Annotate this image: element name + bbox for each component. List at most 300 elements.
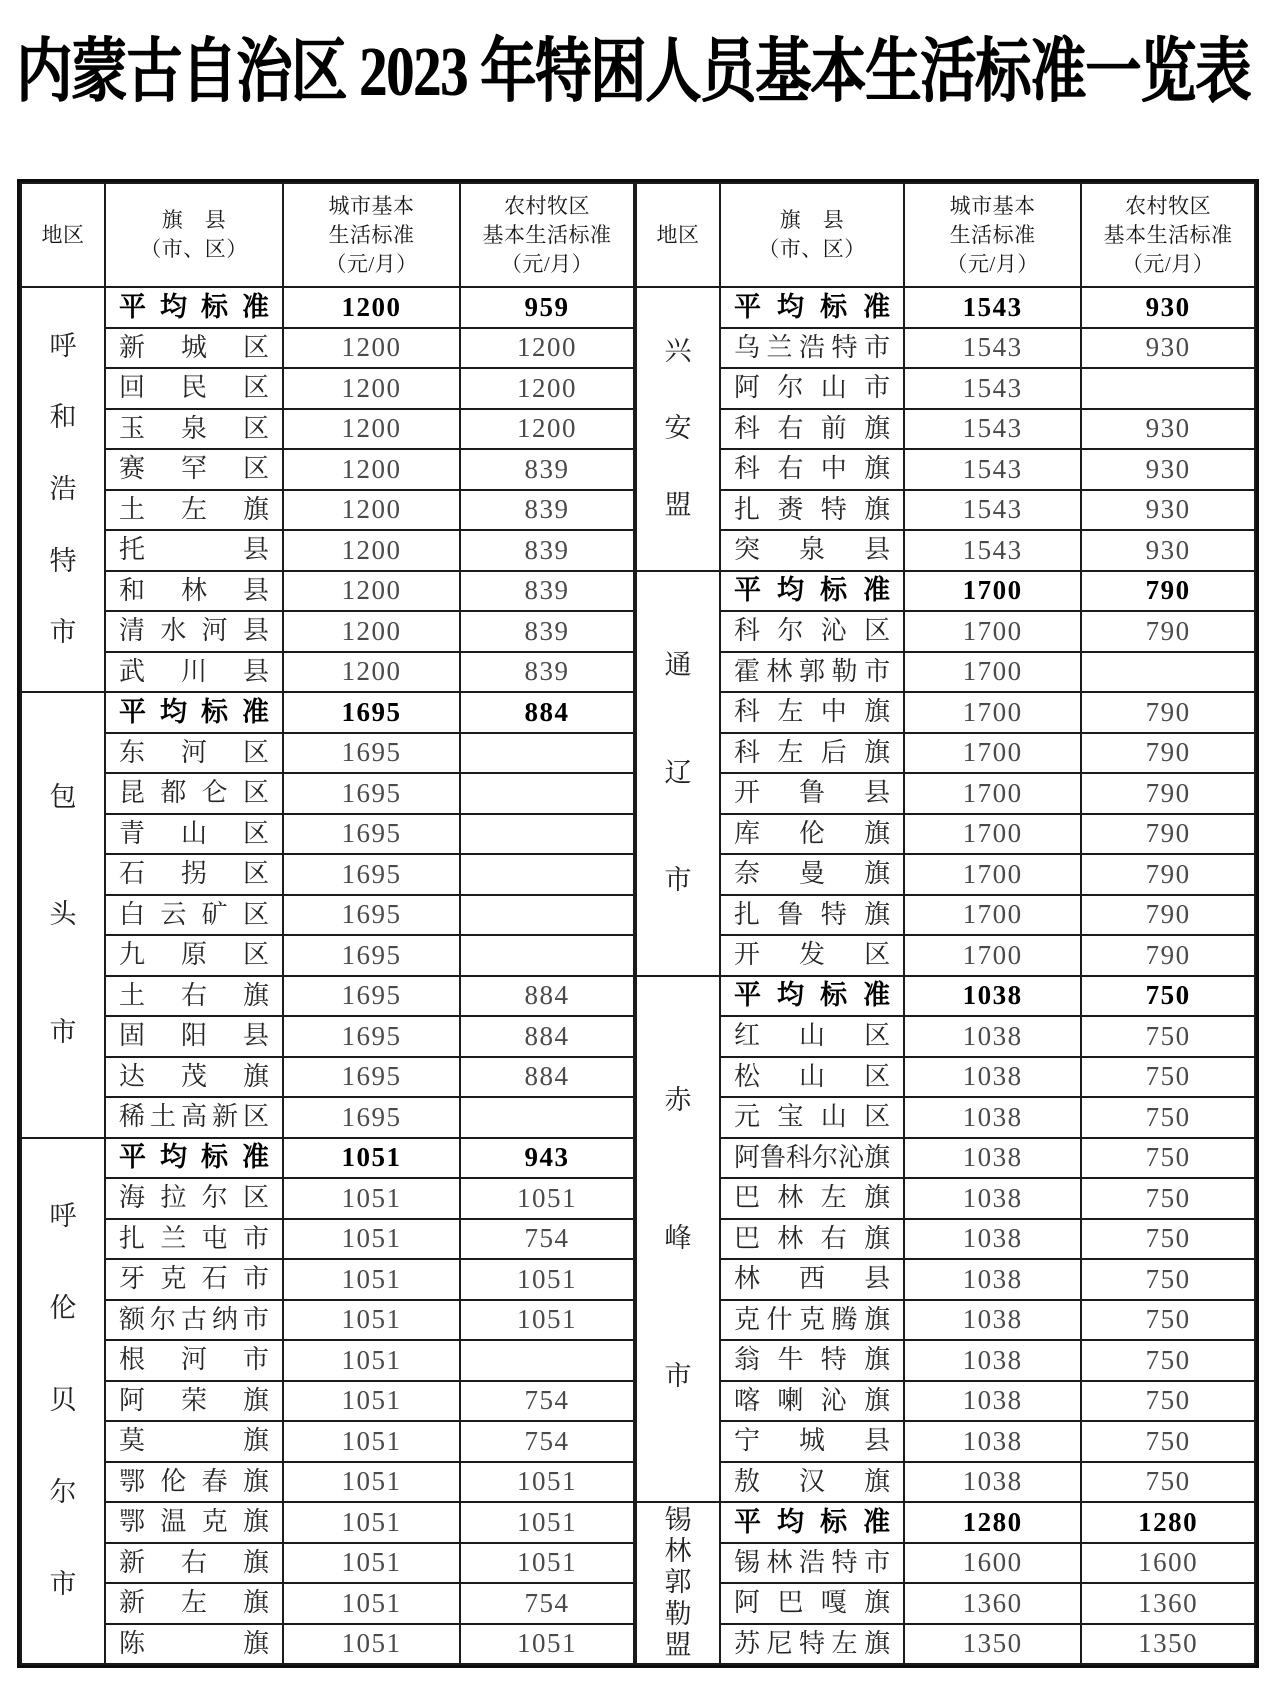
urban-value-cell: 1038 [904, 1421, 1081, 1462]
region-label-char: 辽 [664, 757, 692, 788]
table-row [21, 733, 634, 774]
region-label-char: 峰 [664, 1223, 692, 1254]
rural-value-cell [1081, 652, 1255, 693]
county-cell: 科 右 中 旗 [720, 449, 904, 490]
table-row [636, 1381, 1255, 1422]
table-row [21, 773, 634, 814]
rural-value-cell: 930 [1081, 409, 1255, 450]
urban-value-cell: 1051 [283, 1462, 460, 1503]
table-row [21, 1259, 634, 1300]
urban-value-cell: 1038 [904, 1016, 1081, 1057]
region-label-char: 通 [664, 650, 692, 680]
region-cell [21, 1138, 105, 1665]
rural-standard-header: 农村牧区 基本生活标准 （元/月） [1081, 183, 1255, 287]
region-label-char: 盟 [664, 490, 692, 521]
region-header: 地区 [636, 183, 720, 287]
table-row [636, 449, 1255, 490]
rural-value-cell: 839 [460, 571, 634, 612]
table-row [21, 935, 634, 976]
table-row [636, 1097, 1255, 1138]
table-row [636, 611, 1255, 652]
region-label-char: 兴 [664, 336, 692, 367]
standards-table-left [20, 182, 635, 1665]
county-cell: 阿 巴 嘎 旗 [720, 1583, 904, 1624]
rural-value-cell: 790 [1081, 895, 1255, 936]
county-cell: 土 左 旗 [105, 490, 283, 531]
table-row [21, 1219, 634, 1260]
rural-value-cell [460, 1340, 634, 1381]
county-cell: 鄂 温 克 旗 [105, 1502, 283, 1543]
region-label-char: 安 [664, 413, 692, 444]
urban-value-cell: 1700 [904, 895, 1081, 936]
rural-value-cell: 750 [1081, 1097, 1255, 1138]
county-cell: 宁 城 县 [720, 1421, 904, 1462]
county-cell: 突 泉 县 [720, 530, 904, 571]
rural-value-cell: 750 [1081, 1421, 1255, 1462]
table-row [21, 854, 634, 895]
table-row [636, 935, 1255, 976]
county-cell: 新 左 旗 [105, 1583, 283, 1624]
rural-value-cell: 754 [460, 1421, 634, 1462]
table-row [636, 1057, 1255, 1098]
table-row [21, 895, 634, 936]
region-cell [636, 976, 720, 1503]
rural-value-cell: 750 [1081, 1178, 1255, 1219]
rural-value-cell: 839 [460, 490, 634, 531]
county-cell: 扎 赉 特 旗 [720, 490, 904, 531]
county-cell: 根 河 市 [105, 1340, 283, 1381]
average-row [21, 287, 634, 328]
urban-value-cell: 1051 [283, 1381, 460, 1422]
urban-value-cell: 1695 [283, 1016, 460, 1057]
county-cell: 牙 克 石 市 [105, 1259, 283, 1300]
rural-value-cell: 1200 [460, 409, 634, 450]
region-label-char: 伦 [49, 1293, 77, 1324]
rural-value-cell: 790 [1081, 935, 1255, 976]
urban-value-cell: 1038 [904, 1340, 1081, 1381]
urban-value-cell: 1360 [904, 1583, 1081, 1624]
rural-value-cell: 790 [1081, 814, 1255, 855]
urban-value-cell: 1051 [283, 1259, 460, 1300]
county-cell: 九 原 区 [105, 935, 283, 976]
region-label-char: 郭 [664, 1567, 692, 1598]
rural-value-cell: 1280 [1081, 1502, 1255, 1543]
county-cell: 奈 曼 旗 [720, 854, 904, 895]
urban-value-cell: 1200 [283, 611, 460, 652]
urban-value-cell: 1038 [904, 1219, 1081, 1260]
county-cell: 白 云 矿 区 [105, 895, 283, 936]
table-row [21, 1421, 634, 1462]
region-label-char: 市 [49, 617, 77, 648]
table-row [21, 1340, 634, 1381]
rural-value-cell: 839 [460, 530, 634, 571]
rural-value-cell: 1051 [460, 1543, 634, 1584]
urban-value-cell: 1700 [904, 773, 1081, 814]
table-row [21, 530, 634, 571]
urban-value-cell: 1700 [904, 571, 1081, 612]
table-row [636, 1016, 1255, 1057]
table-row [636, 1178, 1255, 1219]
county-cell: 科 尔 沁 区 [720, 611, 904, 652]
county-cell: 阿 荣 旗 [105, 1381, 283, 1422]
urban-value-cell: 1543 [904, 368, 1081, 409]
urban-value-cell: 1200 [283, 571, 460, 612]
average-row [636, 287, 1255, 328]
county-cell: 武 川 县 [105, 652, 283, 693]
average-row [21, 692, 634, 733]
urban-value-cell: 1038 [904, 1462, 1081, 1503]
table-row [21, 1097, 634, 1138]
county-cell: 鄂 伦 春 旗 [105, 1462, 283, 1503]
table-row [21, 611, 634, 652]
table-row [636, 490, 1255, 531]
rural-value-cell [1081, 368, 1255, 409]
county-cell: 石 拐 区 [105, 854, 283, 895]
rural-value-cell: 943 [460, 1138, 634, 1179]
table-row [636, 814, 1255, 855]
urban-value-cell: 1695 [283, 854, 460, 895]
county-cell: 阿 尔 山 市 [720, 368, 904, 409]
table-row [636, 368, 1255, 409]
table-row [636, 1583, 1255, 1624]
urban-value-cell: 1543 [904, 530, 1081, 571]
rural-value-cell: 1600 [1081, 1543, 1255, 1584]
table-row [21, 1583, 634, 1624]
county-cell: 稀 土 高 新 区 [105, 1097, 283, 1138]
urban-value-cell: 1038 [904, 1138, 1081, 1179]
urban-value-cell: 1200 [283, 449, 460, 490]
rural-value-cell: 750 [1081, 1340, 1255, 1381]
table-row [21, 368, 634, 409]
county-cell: 乌 兰 浩 特 市 [720, 328, 904, 369]
urban-value-cell: 1700 [904, 935, 1081, 976]
header-row [636, 183, 1255, 287]
urban-value-cell: 1695 [283, 1097, 460, 1138]
urban-value-cell: 1695 [283, 1057, 460, 1098]
urban-standard-header: 城市基本 生活标准 （元/月） [904, 183, 1081, 287]
county-cell: 扎 兰 屯 市 [105, 1219, 283, 1260]
county-cell: 扎 鲁 特 旗 [720, 895, 904, 936]
table-row [636, 328, 1255, 369]
region-label-char: 锡 [664, 1505, 692, 1536]
urban-value-cell: 1051 [283, 1583, 460, 1624]
table-row [636, 1421, 1255, 1462]
county-cell: 平 均 标 准 [720, 1502, 904, 1543]
region-label-char: 赤 [664, 1085, 692, 1116]
table-row [21, 328, 634, 369]
region-label-char: 盟 [664, 1629, 692, 1660]
urban-value-cell: 1200 [283, 530, 460, 571]
county-header: 旗 县 （市、区） [105, 183, 283, 287]
county-cell: 克 什 克 腾 旗 [720, 1300, 904, 1341]
county-cell: 莫 旗 [105, 1421, 283, 1462]
table-row [21, 1624, 634, 1665]
county-cell: 翁 牛 特 旗 [720, 1340, 904, 1381]
county-cell: 陈 旗 [105, 1624, 283, 1665]
region-label-char: 包 [49, 781, 77, 812]
county-cell: 平 均 标 准 [105, 692, 283, 733]
rural-value-cell: 1350 [1081, 1624, 1255, 1665]
rural-value-cell: 790 [1081, 571, 1255, 612]
urban-value-cell: 1280 [904, 1502, 1081, 1543]
county-cell: 回 民 区 [105, 368, 283, 409]
table-row [21, 1057, 634, 1098]
urban-value-cell: 1051 [283, 1543, 460, 1584]
region-cell [636, 1502, 720, 1664]
rural-value-cell: 1051 [460, 1462, 634, 1503]
table-row [21, 652, 634, 693]
county-cell: 开 鲁 县 [720, 773, 904, 814]
urban-value-cell: 1695 [283, 935, 460, 976]
table-row [636, 530, 1255, 571]
county-cell: 新 城 区 [105, 328, 283, 369]
rural-value-cell: 750 [1081, 1462, 1255, 1503]
county-cell: 红 山 区 [720, 1016, 904, 1057]
table-row [21, 814, 634, 855]
rural-value-cell [460, 1097, 634, 1138]
rural-value-cell: 750 [1081, 1300, 1255, 1341]
urban-value-cell: 1200 [283, 409, 460, 450]
urban-value-cell: 1200 [283, 490, 460, 531]
region-label-char: 林 [664, 1536, 692, 1567]
table-row [636, 692, 1255, 733]
table-row [21, 1543, 634, 1584]
urban-value-cell: 1200 [283, 368, 460, 409]
urban-value-cell: 1051 [283, 1300, 460, 1341]
county-cell: 新 右 旗 [105, 1543, 283, 1584]
rural-value-cell: 884 [460, 976, 634, 1017]
rural-value-cell: 754 [460, 1219, 634, 1260]
urban-value-cell: 1695 [283, 814, 460, 855]
county-cell: 平 均 标 准 [720, 571, 904, 612]
region-label-char: 勒 [664, 1598, 692, 1629]
table-row [636, 1340, 1255, 1381]
table-row [21, 1178, 634, 1219]
average-row [636, 571, 1255, 612]
rural-value-cell: 750 [1081, 1016, 1255, 1057]
county-cell: 额 尔 古 纳 市 [105, 1300, 283, 1341]
rural-value-cell: 839 [460, 449, 634, 490]
rural-value-cell [460, 773, 634, 814]
urban-value-cell: 1200 [283, 287, 460, 328]
rural-value-cell: 1051 [460, 1259, 634, 1300]
table-row [636, 895, 1255, 936]
region-label-char: 和 [49, 402, 77, 433]
rural-value-cell: 790 [1081, 692, 1255, 733]
table-row [21, 490, 634, 531]
rural-value-cell: 1360 [1081, 1583, 1255, 1624]
table-row [636, 1138, 1255, 1179]
county-cell: 科 左 中 旗 [720, 692, 904, 733]
rural-value-cell: 1051 [460, 1502, 634, 1543]
urban-value-cell: 1700 [904, 611, 1081, 652]
region-label-char: 尔 [49, 1477, 77, 1508]
county-cell: 赛 罕 区 [105, 449, 283, 490]
urban-value-cell: 1051 [283, 1421, 460, 1462]
rural-value-cell: 750 [1081, 1057, 1255, 1098]
county-cell: 和 林 县 [105, 571, 283, 612]
rural-value-cell: 750 [1081, 1259, 1255, 1300]
county-cell: 东 河 区 [105, 733, 283, 774]
rural-value-cell: 1051 [460, 1624, 634, 1665]
region-label-char: 特 [49, 545, 77, 576]
urban-value-cell: 1695 [283, 733, 460, 774]
table-row [21, 1300, 634, 1341]
urban-value-cell: 1543 [904, 449, 1081, 490]
county-cell: 阿 鲁 科 尔 沁 旗 [720, 1138, 904, 1179]
region-label-char: 市 [664, 865, 692, 895]
county-cell: 苏 尼 特 左 旗 [720, 1624, 904, 1665]
rural-value-cell: 1200 [460, 368, 634, 409]
table-row [21, 976, 634, 1017]
county-cell: 青 山 区 [105, 814, 283, 855]
county-cell: 托 县 [105, 530, 283, 571]
urban-value-cell: 1543 [904, 328, 1081, 369]
county-cell: 开 发 区 [720, 935, 904, 976]
rural-value-cell: 790 [1081, 733, 1255, 774]
urban-value-cell: 1051 [283, 1138, 460, 1179]
urban-value-cell: 1051 [283, 1502, 460, 1543]
rural-value-cell: 930 [1081, 530, 1255, 571]
urban-value-cell: 1700 [904, 692, 1081, 733]
table-row [636, 773, 1255, 814]
urban-value-cell: 1350 [904, 1624, 1081, 1665]
urban-value-cell: 1695 [283, 692, 460, 733]
average-row [21, 1138, 634, 1179]
urban-value-cell: 1543 [904, 409, 1081, 450]
county-cell: 平 均 标 准 [105, 287, 283, 328]
urban-value-cell: 1543 [904, 490, 1081, 531]
county-cell: 巴 林 右 旗 [720, 1219, 904, 1260]
table-row [21, 1502, 634, 1543]
urban-value-cell: 1038 [904, 1259, 1081, 1300]
table-row [636, 1259, 1255, 1300]
average-row [636, 1502, 1255, 1543]
rural-value-cell: 884 [460, 1016, 634, 1057]
rural-value-cell: 839 [460, 611, 634, 652]
rural-value-cell: 750 [1081, 1381, 1255, 1422]
urban-value-cell: 1051 [283, 1340, 460, 1381]
county-cell: 松 山 区 [720, 1057, 904, 1098]
region-label-char: 贝 [49, 1385, 77, 1416]
rural-value-cell [460, 935, 634, 976]
table-row [636, 1300, 1255, 1341]
urban-value-cell: 1700 [904, 814, 1081, 855]
urban-value-cell: 1051 [283, 1178, 460, 1219]
rural-value-cell: 959 [460, 287, 634, 328]
table-row [636, 1624, 1255, 1665]
county-cell: 海 拉 尔 区 [105, 1178, 283, 1219]
urban-value-cell: 1543 [904, 287, 1081, 328]
rural-value-cell: 839 [460, 652, 634, 693]
header-row [21, 183, 634, 287]
urban-value-cell: 1200 [283, 652, 460, 693]
urban-value-cell: 1700 [904, 652, 1081, 693]
urban-value-cell: 1695 [283, 895, 460, 936]
county-cell: 平 均 标 准 [105, 1138, 283, 1179]
rural-value-cell: 930 [1081, 328, 1255, 369]
county-cell: 科 左 后 旗 [720, 733, 904, 774]
region-label-char: 浩 [49, 473, 77, 504]
county-cell: 土 右 旗 [105, 976, 283, 1017]
rural-value-cell [460, 854, 634, 895]
urban-value-cell: 1038 [904, 1381, 1081, 1422]
urban-value-cell: 1695 [283, 773, 460, 814]
rural-value-cell: 930 [1081, 490, 1255, 531]
county-cell: 昆 都 仑 区 [105, 773, 283, 814]
rural-value-cell: 790 [1081, 773, 1255, 814]
urban-value-cell: 1038 [904, 1178, 1081, 1219]
county-cell: 库 伦 旗 [720, 814, 904, 855]
table-row [21, 409, 634, 450]
urban-value-cell: 1200 [283, 328, 460, 369]
rural-value-cell: 1051 [460, 1300, 634, 1341]
urban-value-cell: 1038 [904, 1057, 1081, 1098]
rural-value-cell: 750 [1081, 976, 1255, 1017]
rural-value-cell [460, 814, 634, 855]
rural-value-cell: 930 [1081, 449, 1255, 490]
county-cell: 清 水 河 县 [105, 611, 283, 652]
standards-table-container [17, 179, 1259, 1668]
county-cell: 科 右 前 旗 [720, 409, 904, 450]
table-row [636, 409, 1255, 450]
table-row [21, 1462, 634, 1503]
region-label-char: 市 [49, 1569, 77, 1600]
county-cell: 平 均 标 准 [720, 976, 904, 1017]
county-cell: 固 阳 县 [105, 1016, 283, 1057]
rural-value-cell: 750 [1081, 1138, 1255, 1179]
region-cell [636, 571, 720, 976]
standards-table-right [635, 182, 1256, 1665]
rural-value-cell: 884 [460, 1057, 634, 1098]
table-row [636, 1219, 1255, 1260]
table-row [636, 1462, 1255, 1503]
rural-value-cell: 1051 [460, 1178, 634, 1219]
region-header: 地区 [21, 183, 105, 287]
rural-value-cell [460, 895, 634, 936]
county-header: 旗 县 （市、区） [720, 183, 904, 287]
county-cell: 平 均 标 准 [720, 287, 904, 328]
region-label-char: 市 [664, 1361, 692, 1392]
rural-value-cell: 884 [460, 692, 634, 733]
county-cell: 玉 泉 区 [105, 409, 283, 450]
average-row [636, 976, 1255, 1017]
region-label-char: 头 [49, 899, 77, 930]
table-row [636, 854, 1255, 895]
urban-value-cell: 1600 [904, 1543, 1081, 1584]
rural-value-cell: 1200 [460, 328, 634, 369]
table-row [636, 733, 1255, 774]
county-cell: 达 茂 旗 [105, 1057, 283, 1098]
table-row [21, 1381, 634, 1422]
rural-value-cell: 754 [460, 1381, 634, 1422]
rural-value-cell: 790 [1081, 854, 1255, 895]
table-row [21, 449, 634, 490]
region-label-char: 呼 [49, 330, 77, 361]
county-cell: 敖 汉 旗 [720, 1462, 904, 1503]
table-row [636, 1543, 1255, 1584]
rural-value-cell: 790 [1081, 611, 1255, 652]
region-cell [21, 692, 105, 1138]
county-cell: 锡 林 浩 特 市 [720, 1543, 904, 1584]
urban-value-cell: 1700 [904, 733, 1081, 774]
region-cell [636, 287, 720, 571]
rural-value-cell: 754 [460, 1583, 634, 1624]
table-row [21, 571, 634, 612]
rural-standard-header: 农村牧区 基本生活标准 （元/月） [460, 183, 634, 287]
county-cell: 林 西 县 [720, 1259, 904, 1300]
county-cell: 元 宝 山 区 [720, 1097, 904, 1138]
